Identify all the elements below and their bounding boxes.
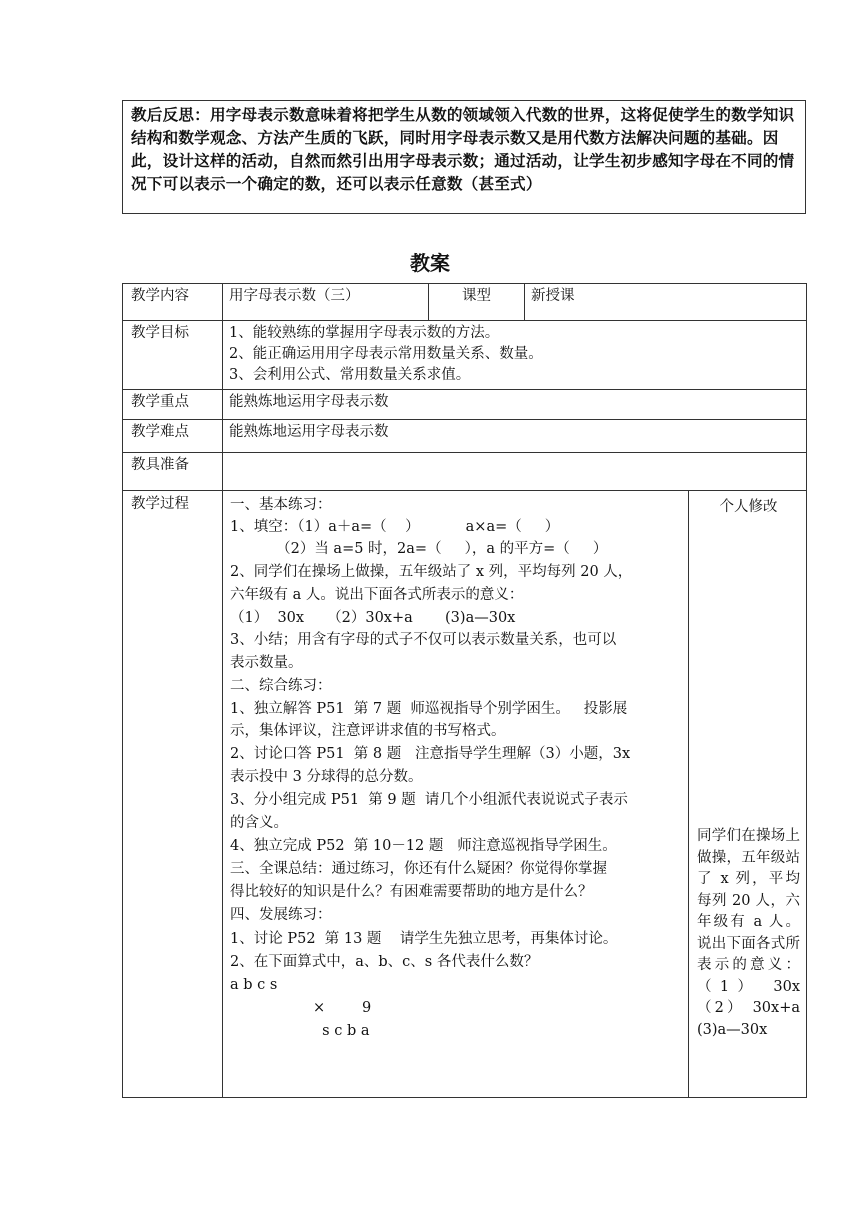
process-label: 教学过程 xyxy=(123,491,223,1098)
process-line: 二、综合练习： xyxy=(230,678,332,694)
process-line: 一、基本练习： xyxy=(230,497,332,513)
note-cell xyxy=(689,491,807,1098)
process-line: 表示数量。 xyxy=(230,655,303,671)
row-tools xyxy=(123,453,807,491)
type-label: 课型 xyxy=(429,284,525,321)
reflection-text: 教后反思：用字母表示数意味着将把学生从数的领域领入代数的世界，这将促使学生的数学知识结构和数学观念、方法产生质的飞跃，同时用字母表示数又是用代数方法解决问题的基础。因此，设计这样的活动，自然而然引出用字母表示数；通过活动，让学生初步感知字母在不同的情况下可以表示一个确定的数，还可以表示任意数（甚至式） xyxy=(131,106,795,193)
process-line: 示，集体评议，注意评讲求值的书写格式。 xyxy=(230,723,506,739)
process-line: 得比较好的知识是什么？有困难需要帮助的地方是什么？ xyxy=(230,884,593,900)
tools-value xyxy=(223,453,807,491)
note-label: 个人修改 xyxy=(719,499,778,515)
goal-item: 1、能较熟练的掌握用字母表示数的方法。 xyxy=(229,325,500,341)
process-line: 4、独立完成 P52 第 10－12 题 师注意巡视指导学困生。 xyxy=(230,838,617,854)
reflection-box xyxy=(122,100,806,214)
process-line: s c b a xyxy=(230,1023,370,1039)
process-line: 2、同学们在操场上做操，五年级站了 x 列，平均每列 20 人， xyxy=(230,564,633,580)
type-value: 新授课 xyxy=(525,284,807,321)
process-line: 3、分小组完成 P51 第 9 题 请几个小组派代表说说式子表示 xyxy=(230,792,628,808)
tools-label: 教具准备 xyxy=(123,453,223,491)
note-text: 同学们在操场上做操，五年级站了 x 列，平均每列 20 人，六年级有 a 人。说出下面各式所表示的意义：（1） 30x （2） 30x+a (3)a—30x xyxy=(697,828,800,1038)
process-line: 1、讨论 P52 第 13 题 请学生先独立思考，再集体讨论。 xyxy=(230,931,618,947)
goals-cell xyxy=(223,321,807,390)
lesson-plan-table xyxy=(122,283,807,1098)
process-line: a b c s xyxy=(230,977,278,993)
process-line: 三、全课总结：通过练习，你还有什么疑困？你觉得你掌握 xyxy=(230,861,607,877)
goal-item: 2、能正确运用用字母表示常用数量关系、数量。 xyxy=(229,346,543,362)
goal-item: 3、会利用公式、常用数量关系求值。 xyxy=(229,367,471,383)
process-line: （1） 30x （2）30x+a (3)a—30x xyxy=(230,610,516,626)
content-value: 用字母表示数（三） xyxy=(223,284,429,321)
process-line: × 9 xyxy=(230,1000,372,1016)
row-difficult xyxy=(123,420,807,453)
process-line: 1、填空：（1）a＋a=（ ） a×a=（ ） xyxy=(230,519,560,535)
difficult-value: 能熟炼地运用字母表示数 xyxy=(223,420,807,453)
note-spacer xyxy=(697,518,800,826)
process-cell xyxy=(223,491,689,1098)
process-line: 2、讨论口答 P51 第 8 题 注意指导学生理解（3）小题，3x xyxy=(230,746,631,762)
difficult-label: 教学难点 xyxy=(123,420,223,453)
process-line: 四、发展练习： xyxy=(230,907,332,923)
row-goals xyxy=(123,321,807,390)
content-label: 教学内容 xyxy=(123,284,223,321)
process-line: 3、小结；用含有字母的式子不仅可以表示数量关系，也可以 xyxy=(230,632,617,648)
process-line: 的含义。 xyxy=(230,815,288,831)
key-value: 能熟炼地运用字母表示数 xyxy=(223,390,807,420)
key-label: 教学重点 xyxy=(123,390,223,420)
process-content xyxy=(223,491,688,1097)
process-line: 表示投中 3 分球得的总分数。 xyxy=(230,769,423,785)
page-title: 教案 xyxy=(410,251,450,275)
process-line: （2）当 a=5 时，2a=（ ），a 的平方=（ ） xyxy=(230,541,608,557)
process-line: 六年级有 a 人。说出下面各式所表示的意义： xyxy=(230,587,524,603)
row-key xyxy=(123,390,807,420)
goals-label: 教学目标 xyxy=(123,321,223,390)
row-process xyxy=(123,491,807,1098)
process-line: 2、在下面算式中，a、b、c、s 各代表什么数？ xyxy=(230,954,539,970)
row-content xyxy=(123,284,807,321)
process-line: 1、独立解答 P51 第 7 题 师巡视指导个别学困生。 投影展 xyxy=(230,701,628,717)
